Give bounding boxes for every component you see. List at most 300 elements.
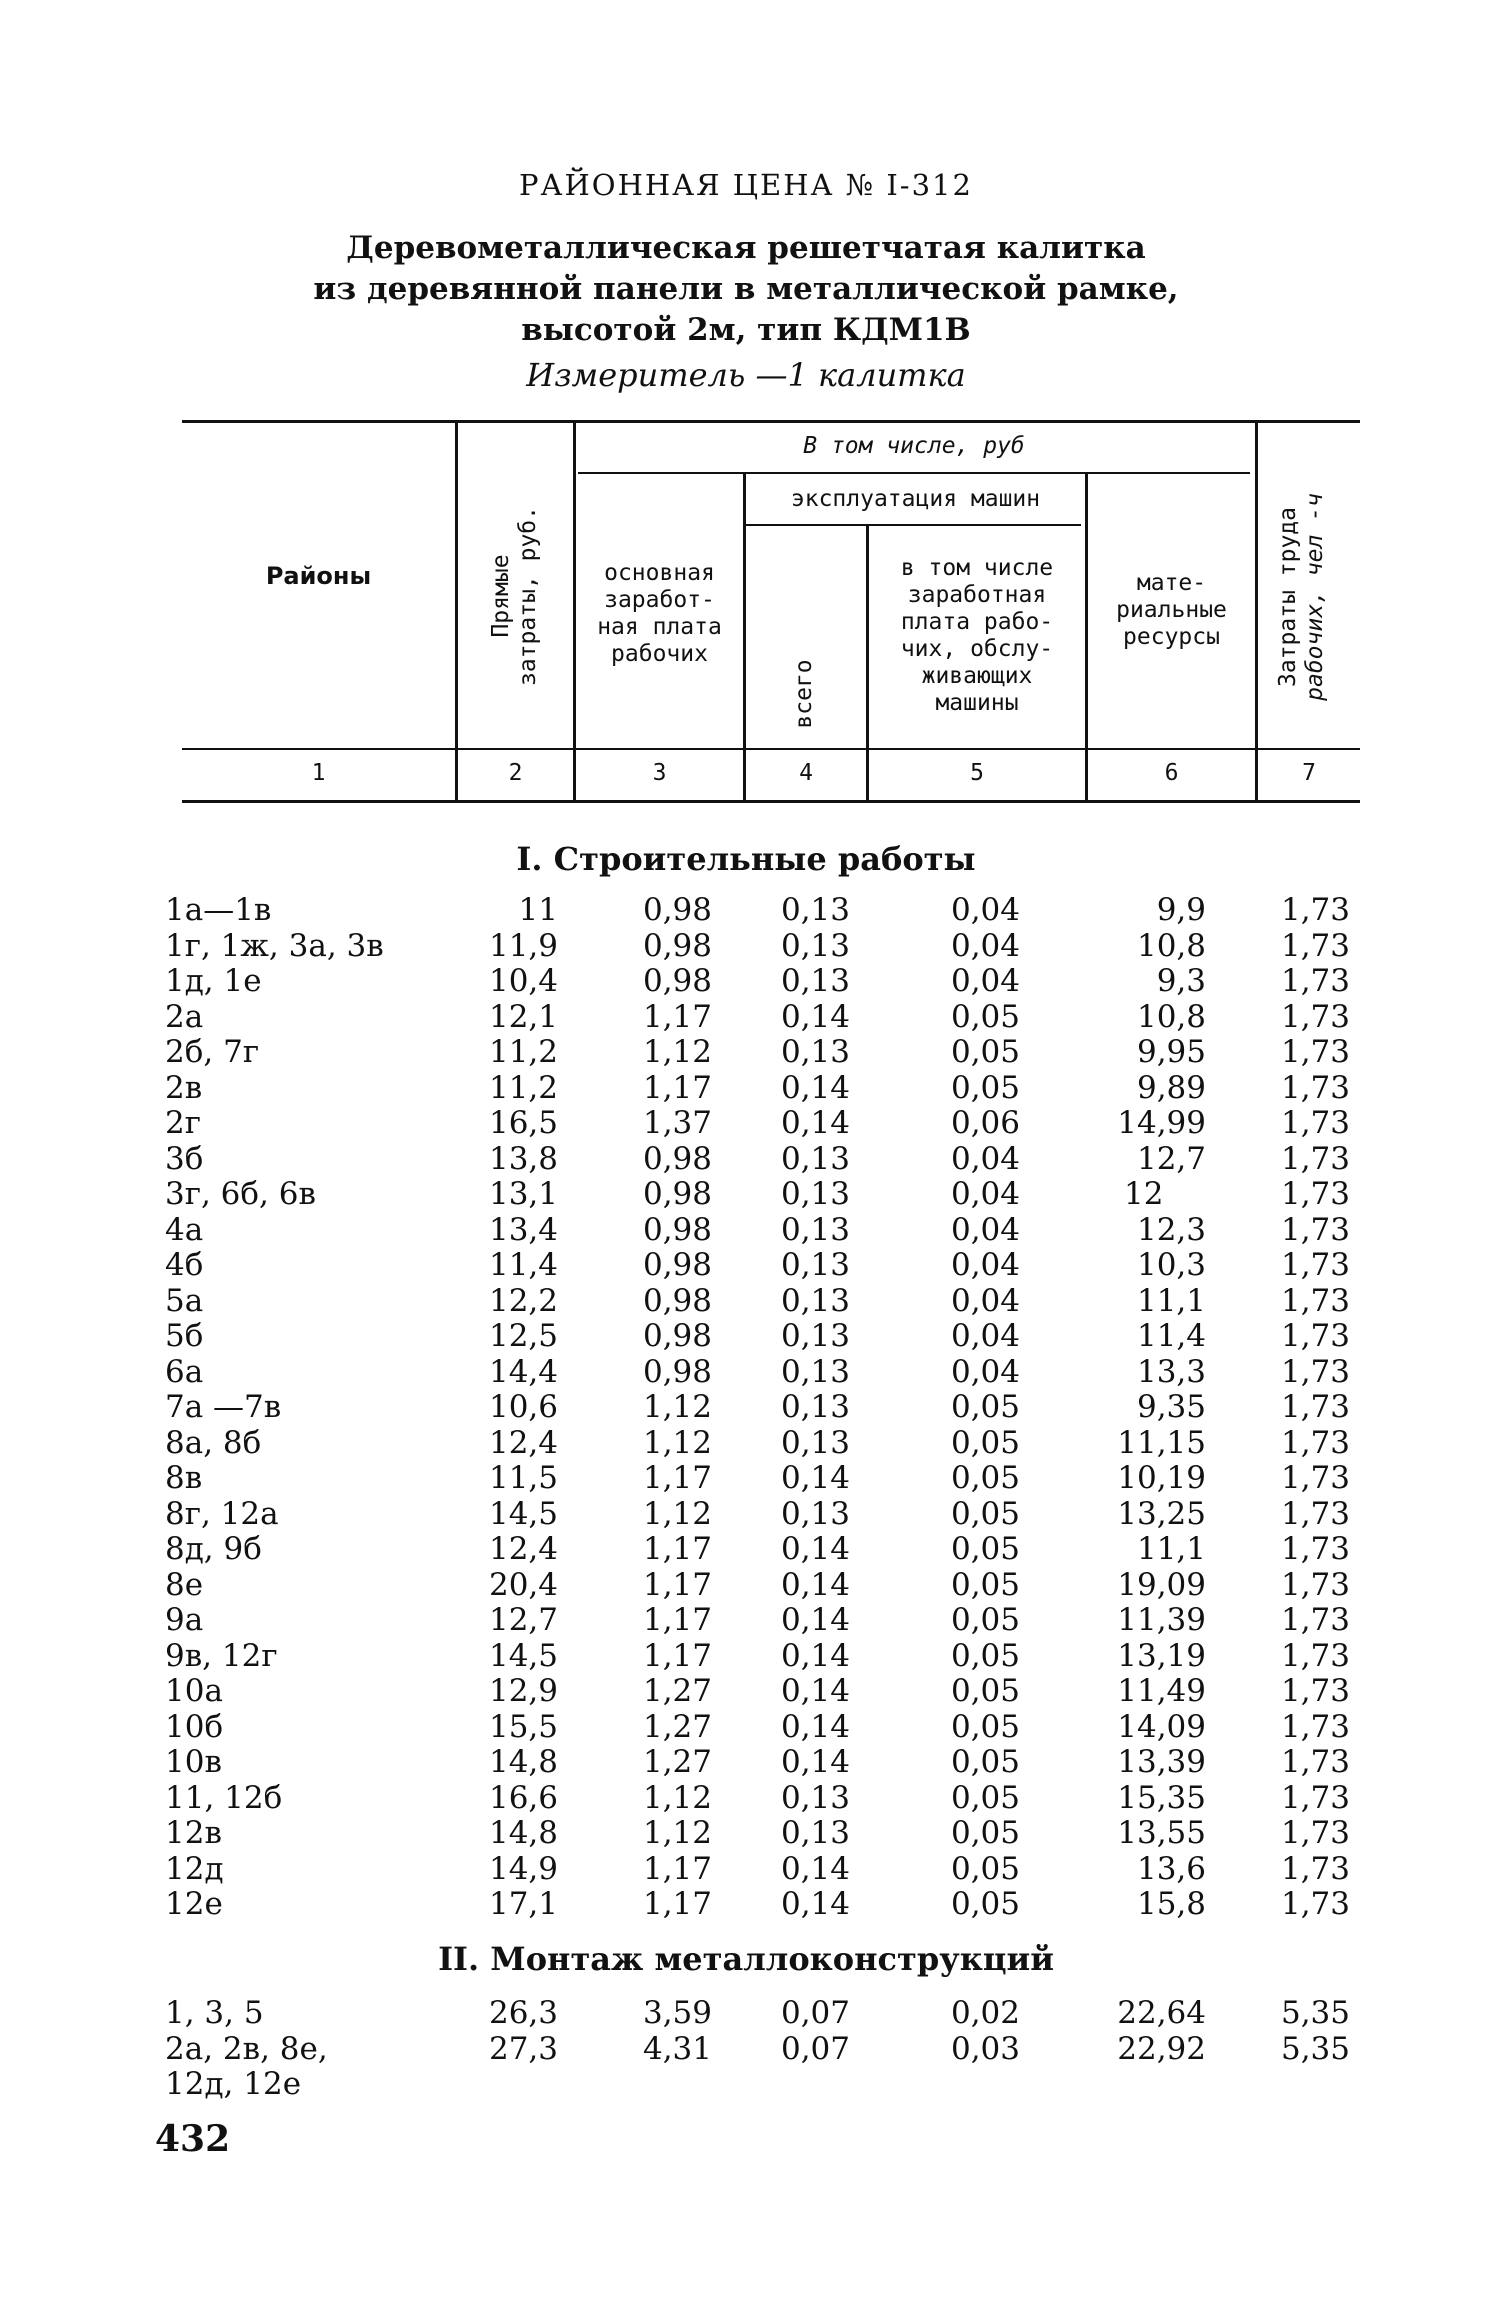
cell-direct-cost: 11 [518, 892, 558, 928]
table-row [0, 1283, 1492, 1319]
cell-machines-total: 0,13 [780, 1176, 850, 1212]
header-rule-machines [745, 524, 1081, 526]
header-pryamye-zatraty [488, 496, 542, 696]
header-line: Затраты труда [1275, 507, 1301, 688]
table-row [0, 1567, 1492, 1603]
cell-machine-wages: 0,05 [950, 1602, 1020, 1638]
col-number: 4 [799, 760, 813, 786]
price-title: РАЙОННАЯ ЦЕНА № I-312 [519, 168, 973, 202]
cell-materials: 14,09 [1117, 1708, 1206, 1745]
page-number: 432 [155, 2118, 231, 2160]
cell-machines-total: 0,14 [780, 1886, 850, 1922]
cell-labor: 5,35 [1280, 1995, 1350, 2031]
cell-direct-cost: 11,2 [488, 1034, 558, 1070]
cell-district: 12д, 12е [165, 2066, 302, 2102]
table-row [0, 1531, 1492, 1567]
cell-labor: 1,73 [1280, 892, 1350, 928]
cell-machine-wages: 0,05 [950, 1424, 1020, 1461]
cell-base-wages: 0,98 [642, 1282, 712, 1319]
cell-district: 7а —7в [165, 1389, 282, 1425]
cell-direct-cost: 20,4 [488, 1566, 558, 1603]
table-row [0, 1389, 1492, 1425]
cell-machine-wages: 0,04 [950, 1353, 1020, 1390]
table-row [0, 1460, 1492, 1496]
cell-materials: 14,99 [1117, 1105, 1206, 1141]
cell-labor: 1,73 [1280, 1140, 1350, 1177]
cell-base-wages: 1,12 [642, 1815, 712, 1851]
cell-machines-total: 0,14 [780, 1708, 850, 1745]
cell-machines-total: 0,14 [780, 1566, 850, 1603]
cell-materials: 15,35 [1117, 1779, 1206, 1816]
cell-direct-cost: 13,8 [488, 1140, 558, 1177]
cell-district: 12д [165, 1850, 224, 1887]
header-line: машины [935, 690, 1019, 716]
subtitle-line: Деревометаллическая решетчатая калитка [346, 230, 1146, 266]
cell-labor: 1,73 [1280, 1069, 1350, 1106]
cell-base-wages: 1,12 [642, 1034, 712, 1070]
table-row [0, 963, 1492, 999]
cell-machines-total: 0,07 [780, 2031, 850, 2067]
cell-machine-wages: 0,06 [950, 1105, 1020, 1141]
cell-direct-cost: 14,5 [488, 1495, 558, 1532]
cell-direct-cost: 12,4 [488, 1531, 558, 1567]
cell-labor: 5,35 [1280, 2031, 1350, 2067]
cell-district: 1д, 1е [165, 963, 262, 999]
cell-base-wages: 0,98 [642, 1140, 712, 1177]
cell-direct-cost: 12,5 [488, 1318, 558, 1354]
cell-district: 4б [165, 1247, 204, 1283]
header-line: в том числе [900, 555, 1054, 581]
cell-materials: 13,6 [1136, 1850, 1206, 1887]
table-row [0, 1247, 1492, 1283]
table-row [0, 1354, 1492, 1390]
table-row [0, 1070, 1492, 1106]
cell-machine-wages: 0,02 [950, 1995, 1020, 2031]
cell-machine-wages: 0,05 [950, 1069, 1020, 1106]
cell-machine-wages: 0,05 [950, 1531, 1020, 1567]
cell-district: 3г, 6б, 6в [165, 1176, 316, 1212]
cell-district: 6а [165, 1353, 204, 1390]
cell-district: 10а [165, 1673, 223, 1709]
table-row [0, 1176, 1492, 1212]
section-title: II. Монтаж металлоконструкций [438, 1940, 1054, 1978]
cell-district: 9а [165, 1602, 204, 1638]
cell-direct-cost: 26,3 [488, 1995, 558, 2031]
cell-direct-cost: 14,8 [488, 1815, 558, 1851]
cell-district: 5а [165, 1282, 204, 1319]
cell-base-wages: 0,98 [642, 1353, 712, 1390]
subtitle-line: из деревянной панели в металлической рамке, [313, 271, 1179, 307]
cell-machines-total: 0,13 [780, 1211, 850, 1248]
cell-direct-cost: 13,1 [488, 1176, 558, 1212]
table-row [0, 2031, 1492, 2067]
cell-materials: 22,92 [1117, 2031, 1206, 2067]
cell-machines-total: 0,13 [780, 1495, 850, 1532]
cell-machine-wages: 0,05 [950, 1034, 1020, 1070]
cell-materials: 10,8 [1136, 998, 1206, 1035]
cell-machine-wages: 0,05 [950, 1744, 1020, 1780]
table-row [0, 1425, 1492, 1461]
cell-materials: 13,19 [1117, 1637, 1206, 1674]
header-line: основная [604, 560, 715, 586]
cell-direct-cost: 17,1 [488, 1886, 558, 1922]
header-v-tom-chisle-zarplata [869, 555, 1085, 717]
cell-base-wages: 1,27 [642, 1744, 712, 1780]
cell-district: 9в, 12г [165, 1637, 278, 1674]
table-row [0, 1602, 1492, 1638]
header-vsego: всего [791, 659, 817, 729]
cell-materials: 11,15 [1117, 1424, 1206, 1461]
cell-machines-total: 0,14 [780, 1602, 850, 1638]
cell-materials: 11,4 [1136, 1318, 1206, 1354]
cell-direct-cost: 10,6 [488, 1389, 558, 1425]
subtitle-line: высотой 2м, тип КДМ1В [521, 312, 971, 348]
cell-machines-total: 0,14 [780, 1637, 850, 1674]
cell-machines-total: 0,13 [780, 1140, 850, 1177]
cell-materials: 10,19 [1117, 1460, 1206, 1496]
table-row [0, 1886, 1492, 1922]
cell-materials: 13,39 [1117, 1744, 1206, 1780]
cell-base-wages: 0,98 [642, 927, 712, 964]
cell-machines-total: 0,14 [780, 1460, 850, 1496]
cell-machines-total: 0,13 [780, 1247, 850, 1283]
cell-materials: 10,8 [1136, 927, 1206, 964]
cell-machine-wages: 0,05 [950, 1566, 1020, 1603]
cell-base-wages: 1,17 [642, 1886, 712, 1922]
cell-materials: 13,55 [1117, 1815, 1206, 1851]
table-row [0, 1034, 1492, 1070]
table-row [0, 1318, 1492, 1354]
cell-labor: 1,73 [1280, 1424, 1350, 1461]
table-row [0, 1744, 1492, 1780]
cell-machines-total: 0,13 [780, 927, 850, 964]
cell-labor: 1,73 [1280, 1673, 1350, 1709]
cell-machine-wages: 0,05 [950, 1886, 1020, 1922]
cell-base-wages: 1,37 [642, 1105, 712, 1141]
table-row [0, 892, 1492, 928]
cell-machine-wages: 0,05 [950, 1495, 1020, 1532]
cell-direct-cost: 12,7 [488, 1602, 558, 1638]
item-description [0, 228, 1492, 351]
header-line: рабочих [611, 641, 708, 667]
cell-base-wages: 1,12 [642, 1389, 712, 1425]
cell-direct-cost: 27,3 [488, 2031, 558, 2067]
cell-labor: 1,73 [1280, 927, 1350, 964]
cell-base-wages: 0,98 [642, 1247, 712, 1283]
cell-district: 1, 3, 5 [165, 1995, 264, 2031]
cell-direct-cost: 16,6 [488, 1779, 558, 1816]
cell-direct-cost: 10,4 [488, 963, 558, 999]
header-line: затраты, руб. [515, 506, 541, 687]
cell-district: 5б [165, 1318, 204, 1354]
table-row [0, 2066, 1492, 2102]
cell-machine-wages: 0,05 [950, 1815, 1020, 1851]
cell-machine-wages: 0,04 [950, 1247, 1020, 1283]
table-row [0, 1105, 1492, 1141]
cell-materials: 11,39 [1117, 1602, 1206, 1638]
cell-base-wages: 3,59 [642, 1995, 712, 2031]
header-line: ная плата [597, 614, 722, 640]
table-row [0, 1638, 1492, 1674]
cell-base-wages: 1,17 [642, 1850, 712, 1887]
cell-direct-cost: 11,5 [488, 1460, 558, 1496]
cell-machines-total: 0,13 [780, 1389, 850, 1425]
cell-direct-cost: 11,4 [488, 1247, 558, 1283]
cell-direct-cost: 14,4 [488, 1353, 558, 1390]
cell-direct-cost: 11,9 [488, 927, 558, 964]
table-row [0, 999, 1492, 1035]
cell-district: 11, 12б [165, 1779, 283, 1816]
cell-labor: 1,73 [1280, 1744, 1350, 1780]
cell-materials: 15,8 [1136, 1886, 1206, 1922]
measure-unit: Измеритель —1 калитка [526, 356, 966, 394]
cell-direct-cost: 15,5 [488, 1708, 558, 1745]
cell-materials: 19,09 [1117, 1566, 1206, 1603]
section-title: I. Строительные работы [516, 840, 976, 878]
cell-materials: 9,9 [1156, 892, 1206, 928]
cell-materials: 12 [1124, 1176, 1164, 1212]
col-divider [743, 474, 746, 800]
cell-base-wages: 1,17 [642, 1069, 712, 1106]
cell-labor: 1,73 [1280, 1602, 1350, 1638]
cell-labor: 1,73 [1280, 1105, 1350, 1141]
cell-machines-total: 0,13 [780, 1779, 850, 1816]
cell-labor: 1,73 [1280, 1247, 1350, 1283]
cell-machines-total: 0,13 [780, 892, 850, 928]
cell-machines-total: 0,13 [780, 963, 850, 999]
header-line: рабочих, чел -ч [1302, 493, 1328, 701]
cell-machines-total: 0,14 [780, 1105, 850, 1141]
header-bottom-rule [182, 748, 1360, 750]
cell-district: 8д, 9б [165, 1531, 262, 1567]
cell-labor: 1,73 [1280, 1034, 1350, 1070]
header-line: живающих [921, 663, 1033, 689]
cell-machines-total: 0,13 [780, 1318, 850, 1354]
cell-base-wages: 0,98 [642, 1318, 712, 1354]
cell-direct-cost: 13,4 [488, 1211, 558, 1248]
cell-district: 2в [165, 1069, 203, 1106]
header-zatraty-truda [1275, 487, 1329, 707]
cell-materials: 13,25 [1117, 1495, 1206, 1532]
cell-base-wages: 1,17 [642, 1637, 712, 1674]
col-divider [455, 423, 458, 800]
cell-machine-wages: 0,04 [950, 1282, 1020, 1319]
table-row [0, 1851, 1492, 1887]
header-line: чих, обслу- [900, 636, 1054, 662]
cell-base-wages: 1,12 [642, 1495, 712, 1532]
cell-labor: 1,73 [1280, 1815, 1350, 1851]
cell-base-wages: 1,17 [642, 1602, 712, 1638]
cell-labor: 1,73 [1280, 1282, 1350, 1319]
cell-district: 10б [165, 1708, 224, 1745]
cell-machines-total: 0,13 [780, 1815, 850, 1851]
cell-labor: 1,73 [1280, 1531, 1350, 1567]
table-row [0, 1709, 1492, 1745]
cell-base-wages: 1,17 [642, 1531, 712, 1567]
col-number: 6 [1164, 760, 1179, 786]
cell-base-wages: 4,31 [642, 2031, 712, 2067]
cell-district: 8а, 8б [165, 1424, 262, 1461]
cell-district: 2г [165, 1105, 201, 1141]
cell-materials: 11,1 [1136, 1282, 1206, 1319]
table-row [0, 1673, 1492, 1709]
cell-machine-wages: 0,04 [950, 963, 1020, 999]
col-divider [1255, 423, 1258, 800]
header-line: риальные [1116, 597, 1227, 623]
cell-machine-wages: 0,05 [950, 998, 1020, 1035]
table-row [0, 928, 1492, 964]
cell-machines-total: 0,14 [780, 998, 850, 1035]
cell-machines-total: 0,14 [780, 1850, 850, 1887]
cell-district: 10в [165, 1744, 222, 1780]
cell-materials: 13,3 [1136, 1353, 1206, 1390]
header-materialnye-resursy [1088, 570, 1255, 651]
cell-base-wages: 0,98 [642, 963, 712, 999]
col-number: 7 [1302, 760, 1316, 786]
cell-machines-total: 0,14 [780, 1531, 850, 1567]
cell-labor: 1,73 [1280, 1460, 1350, 1496]
header-rule-subgroup [578, 472, 1250, 474]
cell-base-wages: 1,12 [642, 1779, 712, 1816]
cell-machine-wages: 0,04 [950, 927, 1020, 964]
header-osnovnaya-zarplata [576, 560, 743, 668]
header-line: ресурсы [1123, 624, 1220, 650]
header-line: плата рабо- [900, 609, 1054, 635]
cell-machine-wages: 0,05 [950, 1779, 1020, 1816]
cell-base-wages: 1,27 [642, 1708, 712, 1745]
table-row [0, 1815, 1492, 1851]
cell-direct-cost: 16,5 [488, 1105, 558, 1141]
cell-district: 3б [165, 1140, 204, 1177]
cell-base-wages: 1,17 [642, 998, 712, 1035]
cell-labor: 1,73 [1280, 1353, 1350, 1390]
cell-district: 2а, 2в, 8е, [165, 2031, 328, 2067]
cell-materials: 11,49 [1117, 1673, 1206, 1709]
cell-district: 1а—1в [165, 892, 272, 928]
cell-machine-wages: 0,05 [950, 1637, 1020, 1674]
header-line: Прямые [488, 554, 514, 638]
header-v-tom-chisle: В том числе, руб [803, 433, 1025, 459]
cell-machines-total: 0,14 [780, 1673, 850, 1709]
cell-materials: 12,7 [1136, 1140, 1206, 1177]
cell-materials: 10,3 [1136, 1247, 1206, 1283]
cell-materials: 22,64 [1117, 1995, 1206, 2031]
col-number: 1 [311, 760, 326, 786]
cell-labor: 1,73 [1280, 1176, 1350, 1212]
cell-labor: 1,73 [1280, 1211, 1350, 1248]
cell-machine-wages: 0,05 [950, 1673, 1020, 1709]
cell-materials: 9,89 [1136, 1069, 1206, 1106]
cell-direct-cost: 12,9 [488, 1673, 558, 1709]
cell-direct-cost: 14,8 [488, 1744, 558, 1780]
cell-machine-wages: 0,03 [950, 2031, 1020, 2067]
cell-machine-wages: 0,04 [950, 892, 1020, 928]
cell-machines-total: 0,14 [780, 1744, 850, 1780]
numbers-bottom-rule [182, 800, 1360, 803]
cell-base-wages: 0,98 [642, 1211, 712, 1248]
col-number: 2 [508, 760, 523, 786]
cell-labor: 1,73 [1280, 998, 1350, 1035]
cell-district: 4а [165, 1211, 204, 1248]
cell-base-wages: 1,27 [642, 1673, 712, 1709]
cell-materials: 9,3 [1156, 963, 1206, 999]
cell-machines-total: 0,13 [780, 1424, 850, 1461]
cell-materials: 12,3 [1136, 1211, 1206, 1248]
cell-labor: 1,73 [1280, 1850, 1350, 1887]
cell-direct-cost: 12,4 [488, 1424, 558, 1461]
header-top-rule [182, 420, 1360, 423]
cell-direct-cost: 14,9 [488, 1850, 558, 1887]
cell-materials: 11,1 [1136, 1531, 1206, 1567]
cell-district: 12в [165, 1815, 222, 1851]
cell-machines-total: 0,13 [780, 1034, 850, 1070]
cell-base-wages: 1,17 [642, 1566, 712, 1603]
cell-direct-cost: 12,2 [488, 1282, 558, 1319]
cell-machine-wages: 0,04 [950, 1176, 1020, 1212]
table-row [0, 1141, 1492, 1177]
cell-materials: 9,95 [1136, 1034, 1206, 1070]
cell-base-wages: 0,98 [642, 892, 712, 928]
cell-labor: 1,73 [1280, 1495, 1350, 1532]
cell-labor: 1,73 [1280, 1779, 1350, 1816]
cell-machines-total: 0,07 [780, 1995, 850, 2031]
cell-district: 1г, 1ж, 3а, 3в [165, 927, 384, 964]
cell-district: 2а [165, 998, 204, 1035]
cell-direct-cost: 12,1 [488, 998, 558, 1035]
table-row [0, 1212, 1492, 1248]
cell-district: 8е [165, 1566, 204, 1603]
cell-direct-cost: 14,5 [488, 1637, 558, 1674]
cell-machine-wages: 0,05 [950, 1389, 1020, 1425]
cell-direct-cost: 11,2 [488, 1069, 558, 1106]
cell-machine-wages: 0,05 [950, 1850, 1020, 1887]
table-row [0, 1995, 1492, 2031]
header-line: заработ- [604, 587, 715, 613]
cell-machine-wages: 0,05 [950, 1708, 1020, 1745]
cell-labor: 1,73 [1280, 1708, 1350, 1745]
table-row [0, 1780, 1492, 1816]
cell-labor: 1,73 [1280, 1637, 1350, 1674]
cell-labor: 1,73 [1280, 1886, 1350, 1922]
cell-machine-wages: 0,05 [950, 1460, 1020, 1496]
col-number: 3 [652, 760, 667, 786]
cell-labor: 1,73 [1280, 963, 1350, 999]
header-ekspluatatsiya-mashin: эксплуатация машин [790, 486, 1041, 512]
cell-machine-wages: 0,04 [950, 1318, 1020, 1354]
cell-materials: 9,35 [1136, 1389, 1206, 1425]
header-line: заработная [907, 582, 1047, 608]
cell-base-wages: 0,98 [642, 1176, 712, 1212]
cell-district: 8в [165, 1460, 203, 1496]
cell-district: 2б, 7г [165, 1034, 260, 1070]
cell-labor: 1,73 [1280, 1566, 1350, 1603]
cell-machines-total: 0,14 [780, 1069, 850, 1106]
cell-labor: 1,73 [1280, 1318, 1350, 1354]
table-row [0, 1496, 1492, 1532]
cell-base-wages: 1,17 [642, 1460, 712, 1496]
cell-machine-wages: 0,04 [950, 1211, 1020, 1248]
header-line: мате- [1136, 570, 1207, 596]
cell-machines-total: 0,13 [780, 1353, 850, 1390]
cell-district: 12е [165, 1886, 223, 1922]
header-rayony: Районы [265, 562, 372, 590]
cell-base-wages: 1,12 [642, 1424, 712, 1461]
cell-machines-total: 0,13 [780, 1282, 850, 1319]
cell-labor: 1,73 [1280, 1389, 1350, 1425]
col-number: 5 [970, 760, 984, 786]
cell-machine-wages: 0,04 [950, 1140, 1020, 1177]
cell-district: 8г, 12а [165, 1495, 279, 1532]
